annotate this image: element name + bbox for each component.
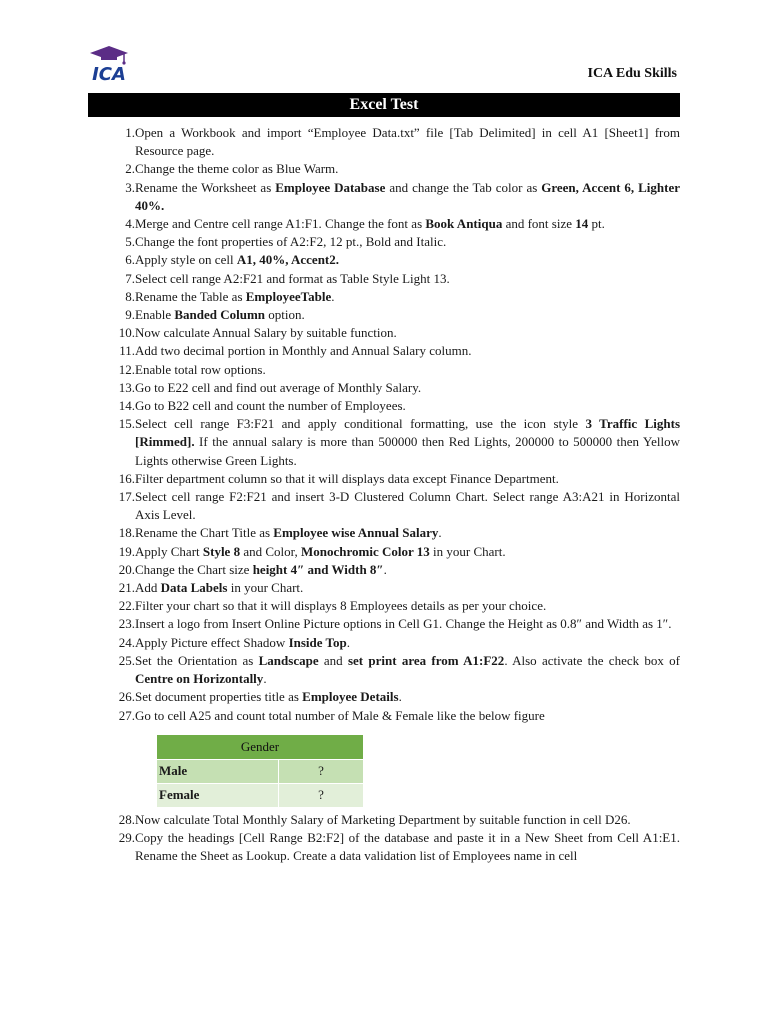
list-item [88, 379, 680, 397]
text-run: Enable [135, 307, 175, 323]
item-text [135, 215, 680, 233]
text-run: Go to B22 cell and count the number of Employees. [135, 398, 406, 414]
item-number: 26. [118, 689, 135, 705]
list-item [88, 288, 680, 306]
bold-text: set print area from A1:F22 [347, 652, 505, 668]
gender-label-male: Male [157, 759, 279, 783]
item-text [135, 488, 680, 524]
item-number: 28. [118, 811, 135, 827]
text-run: and font size [502, 216, 576, 232]
bold-text: 14 [575, 216, 589, 232]
item-number: 7. [125, 270, 135, 286]
item-text [135, 179, 680, 215]
gender-table-header: Gender [157, 734, 364, 759]
list-item [88, 488, 680, 524]
list-item [88, 524, 680, 542]
item-text [135, 829, 680, 865]
logo-text: ICA [92, 64, 126, 84]
item-text [135, 415, 680, 470]
item-number: 17. [118, 489, 135, 505]
gender-label-female: Female [157, 783, 279, 807]
item-number: 22. [118, 598, 135, 614]
gender-value-male: ? [279, 759, 364, 783]
item-number: 10. [118, 325, 135, 341]
text-run: Now calculate Total Monthly Salary of Marketing Department by suitable function in cell D26. [135, 811, 631, 827]
item-text [135, 615, 680, 633]
text-run: Go to cell A25 and count total number of Male & Female like the below figure [135, 707, 545, 723]
text-run: Change the Chart size [135, 561, 253, 577]
text-run: Select cell range F2:F21 and insert 3-D Clustered Column Chart. Select range A3:A21 in Horizontal Axis Level. [135, 489, 680, 523]
list-item [88, 306, 680, 324]
list-item [88, 179, 680, 215]
bold-text: EmployeeTable [245, 288, 332, 304]
ica-logo [88, 44, 130, 84]
list-item [88, 688, 680, 706]
text-run: . [346, 634, 350, 650]
text-run: in your Chart. [227, 580, 304, 596]
text-run: Merge and Centre cell range A1:F1. Change the font as [135, 216, 426, 232]
item-number: 3. [125, 179, 135, 195]
item-number: 18. [118, 525, 135, 541]
item-text [135, 707, 680, 725]
text-run: and Color, [240, 543, 301, 559]
item-text [135, 597, 680, 615]
list-item [88, 160, 680, 178]
item-text [135, 233, 680, 251]
bold-text: Book Antiqua [425, 216, 503, 232]
bold-text: Employee Details [302, 689, 399, 705]
table-row [157, 759, 364, 783]
item-number: 25. [118, 652, 135, 668]
text-run: Filter department column so that it will displays data except Finance Department. [135, 470, 559, 486]
text-run: Set document properties title as [135, 689, 303, 705]
list-item [88, 561, 680, 579]
bold-text: Landscape [258, 652, 319, 668]
graduation-cap-logo-icon [88, 44, 130, 84]
text-run: . [383, 561, 387, 577]
item-text [135, 634, 680, 652]
item-number: 4. [125, 216, 135, 232]
gender-table-wrap [88, 725, 680, 811]
text-run: Now calculate Annual Salary by suitable function. [135, 325, 397, 341]
item-text [135, 288, 680, 306]
item-text [135, 270, 680, 288]
item-number: 15. [118, 416, 135, 432]
item-number: 9. [125, 307, 135, 323]
text-run: Insert a logo from Insert Online Picture options in Cell G1. Change the Height as 0.8″ and Width as 1″. [135, 616, 672, 632]
item-number: 29. [118, 829, 135, 845]
item-number: 5. [125, 234, 135, 250]
list-item [88, 811, 680, 829]
item-number: 6. [125, 252, 135, 268]
item-number: 2. [125, 161, 135, 177]
item-number: 23. [118, 616, 135, 632]
item-number: 24. [118, 634, 135, 650]
item-text [135, 470, 680, 488]
list-item [88, 233, 680, 251]
bold-text: Data Labels [160, 580, 228, 596]
bold-text: height 4″ and Width 8″ [252, 561, 384, 577]
bold-text: Style 8 [202, 543, 241, 559]
text-run: Select cell range A2:F21 and format as Table Style Light 13. [135, 270, 450, 286]
item-text [135, 561, 680, 579]
bold-text: Banded Column [174, 307, 266, 323]
list-item [88, 597, 680, 615]
text-run: Rename the Table as [135, 288, 246, 304]
text-run: Apply Picture effect Shadow [135, 634, 289, 650]
item-text [135, 579, 680, 597]
text-run: Filter your chart so that it will displays 8 Employees details as per your choice. [135, 598, 547, 614]
text-run: Add two decimal portion in Monthly and Annual Salary column. [135, 343, 472, 359]
item-text [135, 361, 680, 379]
text-run: Set the Orientation as [135, 652, 259, 668]
table-row [157, 783, 364, 807]
text-run: Change the font properties of A2:F2, 12 pt., Bold and Italic. [135, 234, 447, 250]
text-run: Copy the headings [Cell Range B2:F2] of the database and paste it in a New Sheet from Cell A1:E1. Rename the Sheet as Lookup. Create a data validation list of Employees name in cell [135, 829, 680, 864]
item-number: 12. [118, 361, 135, 377]
bold-text: Monochromic Color 13 [300, 543, 430, 559]
page-title: Excel Test [88, 93, 680, 117]
text-run: Apply Chart [135, 543, 203, 559]
item-text [135, 324, 680, 342]
item-text [135, 379, 680, 397]
list-item [88, 397, 680, 415]
list-item [88, 707, 680, 725]
text-run: If the annual salary is more than 500000 then Red Lights, 200000 to 500000 then Yellow Lights otherwise Green Lights. [135, 434, 680, 468]
list-item [88, 324, 680, 342]
list-item [88, 270, 680, 288]
list-item [88, 251, 680, 269]
item-text [135, 251, 680, 269]
text-run: Go to E22 cell and find out average of Monthly Salary. [135, 379, 422, 395]
text-run: . [331, 288, 335, 304]
gender-table [156, 734, 364, 808]
list-item [88, 361, 680, 379]
item-number: 21. [118, 580, 135, 596]
text-run: option. [265, 307, 305, 323]
item-text [135, 342, 680, 360]
text-run: Open a Workbook and import “Employee Data.txt” file [Tab Delimited] in cell A1 [Sheet1] from Resource page. [135, 125, 680, 159]
text-run: Rename the Chart Title as [135, 525, 274, 541]
item-text [135, 397, 680, 415]
item-number: 13. [118, 379, 135, 395]
item-text [135, 688, 680, 706]
text-run: . [398, 689, 402, 705]
item-text [135, 124, 680, 160]
item-number: 27. [118, 707, 135, 723]
item-text [135, 160, 680, 178]
bold-text: A1, 40%, Accent2. [236, 252, 340, 268]
bold-text: 3 Traffic Lights [Rimmed]. [135, 416, 680, 450]
item-number: 19. [118, 543, 135, 559]
item-text [135, 811, 680, 829]
list-item [88, 829, 680, 865]
brand-name: ICA Edu Skills [587, 66, 677, 81]
text-run: Enable total row options. [135, 361, 266, 377]
bold-text: Green, Accent 6, Lighter 40%. [135, 179, 681, 213]
text-run: pt. [588, 216, 605, 232]
list-item [88, 124, 680, 160]
list-item [88, 579, 680, 597]
item-text [135, 524, 680, 542]
item-number: 16. [118, 470, 135, 486]
instruction-list [88, 124, 680, 865]
list-item [88, 652, 680, 688]
text-run: . Also activate the check box of [504, 652, 680, 668]
item-text [135, 543, 680, 561]
item-number: 11. [119, 343, 135, 359]
text-run: . [263, 671, 267, 687]
text-run: and change the Tab color as [385, 179, 542, 195]
item-text [135, 652, 680, 688]
bold-text: Inside Top [288, 634, 347, 650]
list-item [88, 543, 680, 561]
text-run: Apply style on cell [135, 252, 237, 268]
text-run: in your Chart. [429, 543, 506, 559]
item-text [135, 306, 680, 324]
list-item [88, 342, 680, 360]
item-number: 8. [125, 288, 135, 304]
text-run: Add [135, 580, 161, 596]
item-number: 14. [118, 398, 135, 414]
list-item [88, 615, 680, 633]
instruction-items [88, 124, 680, 725]
list-item [88, 470, 680, 488]
item-number: 20. [118, 561, 135, 577]
item-number: 1. [125, 125, 135, 140]
gender-value-female: ? [279, 783, 364, 807]
list-item [88, 415, 680, 470]
instruction-items-continued [88, 811, 680, 866]
list-item [88, 634, 680, 652]
text-run: Select cell range F3:F21 and apply conditional formatting, use the icon style [135, 416, 586, 432]
bold-text: Employee Database [275, 179, 386, 195]
text-run: and [318, 652, 348, 668]
bold-text: Employee wise Annual Salary [273, 525, 439, 541]
text-run: . [438, 525, 442, 541]
text-run: Change the theme color as Blue Warm. [135, 161, 339, 177]
text-run: Rename the Worksheet as [135, 179, 276, 195]
bold-text: Centre on Horizontally [135, 671, 264, 687]
list-item [88, 215, 680, 233]
